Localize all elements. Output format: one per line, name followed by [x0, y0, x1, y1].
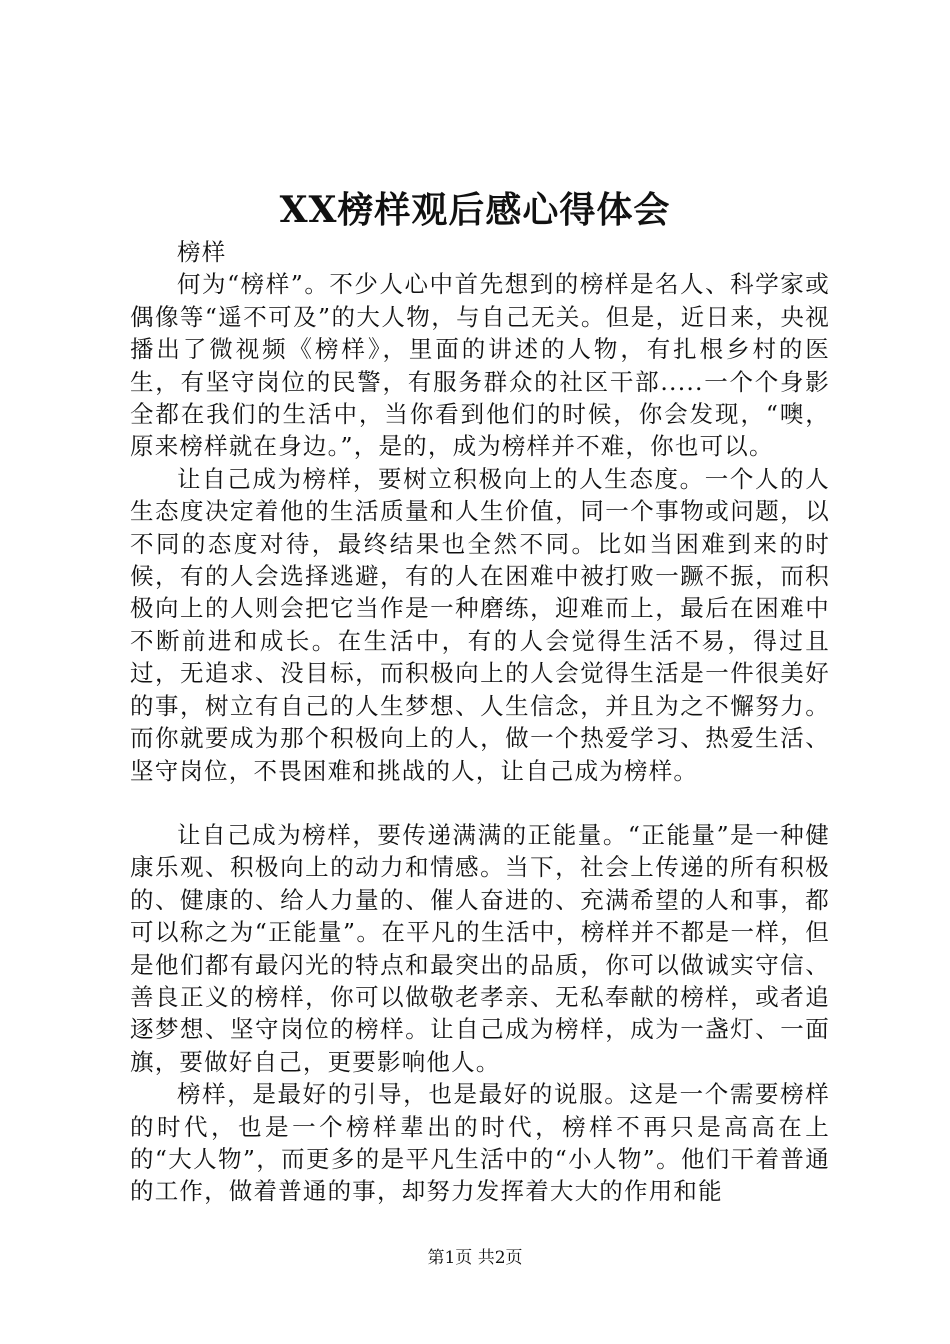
document-title: XX榜样观后感心得体会	[279, 189, 671, 231]
paragraph-heading: 榜样	[177, 238, 227, 266]
paragraph-4: 榜样，是最好的引导，也是最好的说服。这是一个需要榜样的时代，也是一个榜样辈出的时代，榜样不再只是高高在上的“大人物”，而更多的是平凡生活中的“小人物”。他们干着普通的工作，做着普通的事，却努力发挥着大大的作用和能	[130, 1080, 830, 1206]
paragraph-1: 何为“榜样”。不少人心中首先想到的榜样是名人、科学家或偶像等“遥不可及”的大人物，与自己无关。但是，近日来，央视播出了微视频《榜样》，里面的讲述的人物，有扎根乡村的医生，有坚守岗位的民警，有服务群众的社区干部.....一个个身影全都在我们的生活中，当你看到他们的时候，你会发现，“噢，原来榜样就在身边。”，是的，成为榜样并不难，你也可以。	[130, 270, 830, 461]
paragraph-2: 让自己成为榜样，要树立积极向上的人生态度。一个人的人生态度决定着他的生活质量和人生价值，同一个事物或问题，以不同的态度对待，最终结果也全然不同。比如当困难到来的时候，有的人会选择逃避，有的人在困难中被打败一蹶不振，而积极向上的人则会把它当作是一种磨练，迎难而上，最后在困难中不断前进和成长。在生活中，有的人会觉得生活不易，得过且过，无追求、没目标，而积极向上的人会觉得生活是一件很美好的事，树立有自己的人生梦想、人生信念，并且为之不懈努力。而你就要成为那个积极向上的人，做一个热爱学习、热爱生活、坚守岗位，不畏困难和挑战的人，让自己成为榜样。	[130, 464, 830, 785]
document-body	[130, 236, 830, 1208]
paragraph-3: 让自己成为榜样，要传递满满的正能量。“正能量”是一种健康乐观、积极向上的动力和情感。当下，社会上传递的所有积极的、健康的、给人力量的、催人奋进的、充满希望的人和事，都可以称之为“正能量”。在平凡的生活中，榜样并不都是一样，但是他们都有最闪光的特点和最突出的品质，你可以做诚实守信、善良正义的榜样，你可以做敬老孝亲、无私奉献的榜样，或者追逐梦想、坚守岗位的榜样。让自己成为榜样，成为一盏灯、一面旗，要做好自己，更要影响他人。	[130, 820, 830, 1076]
page-number-footer: 第1页 共2页	[427, 1248, 523, 1268]
